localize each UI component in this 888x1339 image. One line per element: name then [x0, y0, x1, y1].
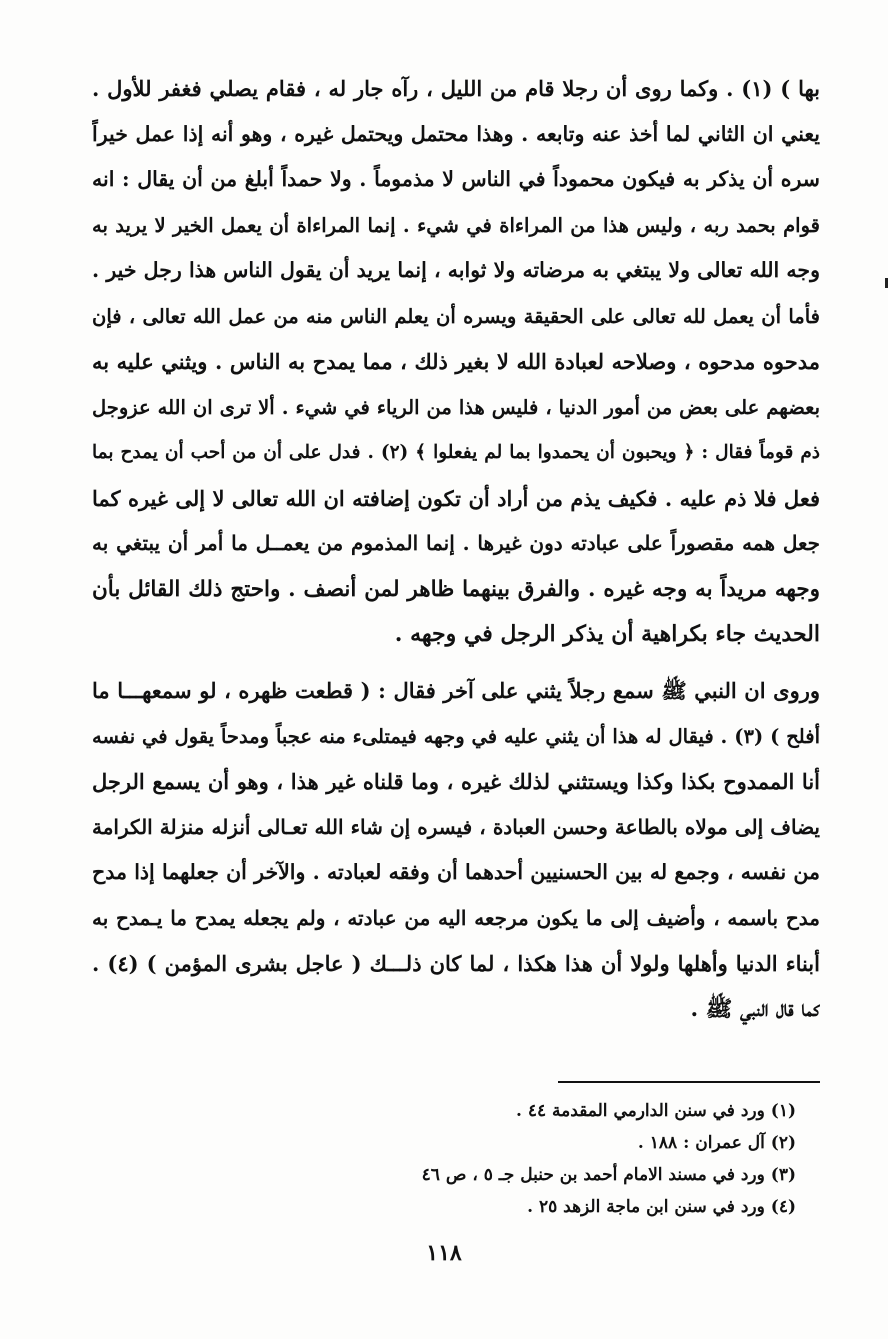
text-line: مدح باسمه ، وأضيف إلى ما يكون مرجعه اليه من عبادته ، ولم يجعله يمدح ما يـمدح به [92, 905, 820, 930]
footnote-4: (٤) ورد في سنن ابن ماجة الزهد ٢٥ . [527, 1197, 796, 1217]
text-line: أفلح ) (٣) . فيقال له هذا أن يثني عليه في وجهه فيمتلىء منه عجباً ومدحاً يقول في نفسه [92, 724, 820, 748]
footnote-3: (٣) ورد في مسند الامام أحمد بن حنبل جـ ٥ ، ص ٤٦ [421, 1165, 796, 1185]
text-line: بها ) (١) . وكما روى أن رجلا قام من الليل ، رآه جار له ، فقام يصلي فغفر للأول . [92, 76, 820, 101]
footnotes [360, 1095, 796, 1223]
text-line: يضاف إلى مولاه بالطاعة وحسن العبادة ، فيسره إن شاء الله تعـالى أنزله منزلة الكرامة [92, 814, 820, 839]
page-number: ١١٨ [426, 1240, 462, 1266]
footnote-1: (١) ورد في سنن الدارمي المقدمة ٤٤ . [516, 1101, 796, 1121]
text-line: كما قال النبي ﷺ . [690, 995, 820, 1022]
footnote-2: (٢) آل عمران : ١٨٨ . [637, 1133, 796, 1153]
text-line: قوام بحمد ربه ، وليس هذا من المراءاة في شيء . إنما المراءاة أن يعمل الخير لا يريد به [92, 213, 820, 237]
text-line: ذم قوماً فقال : ﴿ ويحبون أن يحمدوا بما لم يفعلوا ﴾ (٢) . فدل على أن من أحب أن يمدح بما [92, 442, 820, 463]
text-line: وجهه مريداً به وجه غيره . والفرق بينهما ظاهر لمن أنصف . واحتج ذلك القائل بأن [92, 576, 820, 602]
paragraph-2 [92, 668, 820, 1032]
text-line: بعضهم على بعض من أمور الدنيا ، فليس هذا من الرياء في شيء . ألا ترى ان الله عزوجل [92, 395, 820, 419]
text-line: الحديث جاء بكراهية أن يذكر الرجل في وجهه . [394, 621, 820, 647]
text-line: من نفسه ، وجمع له بين الحسنيين أحدهما أن وفقه لعبادته . والآخر أن جعلهما إذا مدح [92, 860, 820, 884]
text-line: سره أن يذكر به فيكون محموداً في الناس لا مذموماً . ولا حمداً أبلغ من أن يقال : انه [92, 167, 820, 191]
text-line: وروى ان النبي ﷺ سمع رجلاً يثني على آخر فقال : ( قطعت ظهره ، لو سمعهـــا ما [92, 678, 820, 703]
text-line: يعني ان الثاني لما أخذ عنه وتابعه . وهذا محتمل ويحتمل غيره ، وهو أنه إذا عمل خيراً [92, 121, 820, 146]
paragraph-1 [92, 66, 820, 658]
text-line: فعل فلا ذم عليه . فكيف يذم من أراد أن تكون إضافته ان الله تعالى لا إلى غيره كما [92, 485, 820, 511]
footnote-divider [558, 1081, 820, 1083]
text-line: وجه الله تعالى ولا يبتغي به مرضاته ولا ثوابه ، إنما يريد أن يقول الناس هذا رجل خير . [92, 258, 820, 282]
text-line: أنا الممدوح بكذا وكذا ويستثني لذلك غيره ، وما قلناه غير هذا ، وهو أن يسمع الرجل [92, 769, 820, 794]
text-line: أبناء الدنيا وأهلها ولولا أن هذا هكذا ، لما كان ذلـــك ( عاجل بشرى المؤمن ) (٤) . [92, 951, 820, 976]
text-line: جعل همه مقصوراً على عبادته دون غيرها . إنما المذموم من يعمــل ما أمر أن يبتغي به [92, 531, 820, 555]
text-line: فأما أن يعمل لله تعالى على الحقيقة ويسره أن يعلم الناس منه من عمل الله تعالى ، فإن [92, 304, 820, 328]
text-line: مدحوه مدحوه ، وصلاحه لعبادة الله لا بغير ذلك ، مما يمدح به الناس . ويثني عليه به [92, 349, 820, 374]
